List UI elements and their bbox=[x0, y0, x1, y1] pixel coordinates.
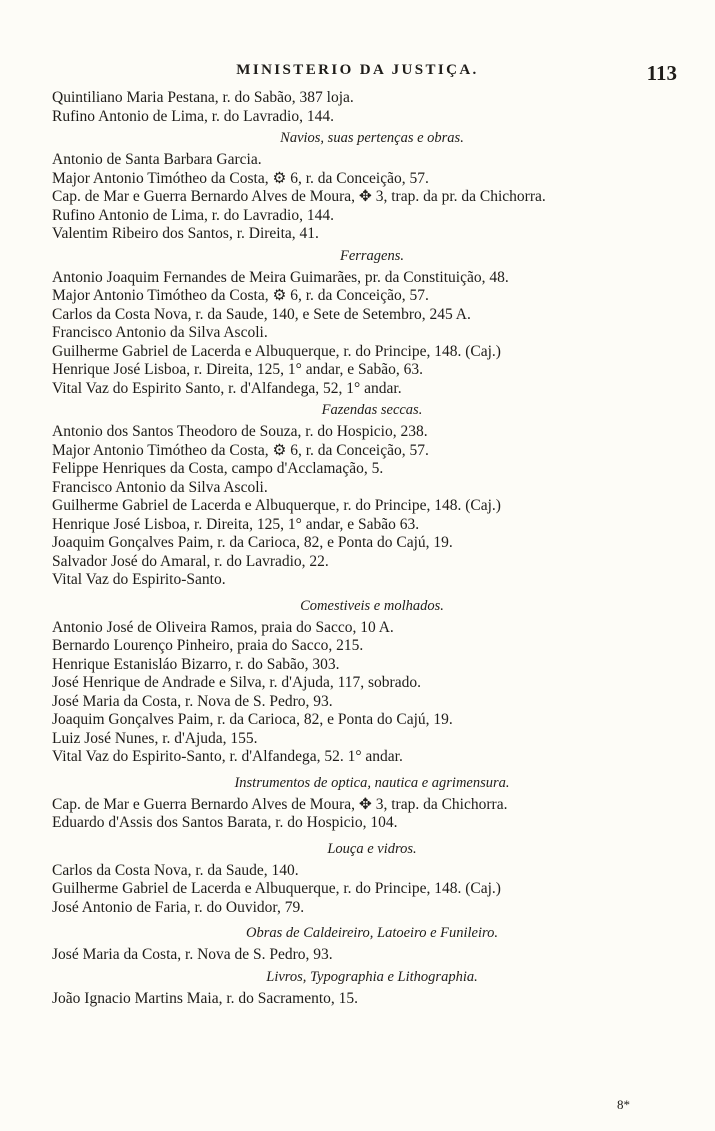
list-item: Vital Vaz do Espirito Santo, r. d'Alfandega, 52, 1° andar. bbox=[52, 379, 402, 397]
page-header bbox=[0, 62, 715, 86]
list-item: Vital Vaz do Espirito-Santo, r. d'Alfandega, 52. 1° andar. bbox=[52, 748, 403, 765]
list-item: Rufino Antonio de Lima, r. do Lavradio, 144. bbox=[52, 206, 334, 224]
section-heading: Comestiveis e molhados. bbox=[300, 597, 444, 614]
section-heading: Obras de Caldeireiro, Latoeiro e Funileiro. bbox=[246, 925, 498, 941]
list-item: Cap. de Mar e Guerra Bernardo Alves de Moura, ✥ 3, trap. da pr. da Chichorra. bbox=[52, 188, 546, 205]
section-ferragens bbox=[52, 247, 692, 399]
list-item: Henrique José Lisboa, r. Direita, 125, 1° andar, e Sabão, 63. bbox=[52, 361, 424, 378]
section-caldeireiro bbox=[52, 924, 692, 965]
list-item: Guilherme Gabriel de Lacerda e Albuquerque, r. do Principe, 148. (Caj.) bbox=[52, 497, 501, 514]
list-item: Guilherme Gabriel de Lacerda e Albuquerque, r. do Principe, 148. (Caj.) bbox=[52, 342, 501, 360]
list-item: Felippe Henriques da Costa, campo d'Acclamação, 5. bbox=[52, 460, 384, 477]
list-item: Salvador José do Amaral, r. do Lavradio, 22. bbox=[52, 552, 329, 570]
list-item: João Ignacio Martins Maia, r. do Sacramento, 15. bbox=[52, 989, 359, 1007]
list-item: Joaquim Gonçalves Paim, r. da Carioca, 82, e Ponta do Cajú, 19. bbox=[52, 534, 453, 551]
section-heading: Livros, Typographia e Lithographia. bbox=[266, 968, 478, 985]
list-item: Major Antonio Timótheo da Costa, ⚙ 6, r. da Conceição, 57. bbox=[52, 441, 429, 459]
section-livros bbox=[52, 968, 692, 1009]
list-item: Antonio de Santa Barbara Garcia. bbox=[52, 151, 262, 168]
list-item: Major Antonio Timótheo da Costa, ⚙ 6, r. da Conceição, 57. bbox=[52, 287, 429, 304]
section-heading: Navios, suas pertenças e obras. bbox=[280, 130, 464, 146]
list-item: Bernardo Lourenço Pinheiro, praia do Sacco, 215. bbox=[52, 637, 364, 654]
section-heading: Louça e vidros. bbox=[327, 840, 417, 857]
list-item: José Maria da Costa, r. Nova de S. Pedro, 93. bbox=[52, 946, 333, 963]
list-item: Francisco Antonio da Silva Ascoli. bbox=[52, 478, 268, 496]
section-navios bbox=[52, 129, 692, 244]
section-instrumentos bbox=[52, 774, 692, 833]
section-heading: Ferragens. bbox=[339, 247, 405, 264]
list-item: José Henrique de Andrade e Silva, r. d'Ajuda, 117, sobrado. bbox=[52, 674, 421, 691]
list-item: Valentim Ribeiro dos Santos, r. Direita, 41. bbox=[52, 225, 319, 242]
list-item: Antonio José de Oliveira Ramos, praia do Sacco, 10 A. bbox=[52, 618, 394, 636]
list-item: Antonio dos Santos Theodoro de Souza, r. do Hospicio, 238. bbox=[52, 423, 428, 440]
list-item: Carlos da Costa Nova, r. da Saude, 140, e Sete de Setembro, 245 A. bbox=[52, 305, 471, 323]
list-item: Guilherme Gabriel de Lacerda e Albuquerque, r. do Principe, 148. (Caj.) bbox=[52, 880, 501, 897]
list-item: Luiz José Nunes, r. d'Ajuda, 155. bbox=[52, 729, 258, 747]
list-item: Joaquim Gonçalves Paim, r. da Carioca, 82, e Ponta do Cajú, 19. bbox=[52, 711, 453, 728]
list-item: José Antonio de Faria, r. do Ouvidor, 79. bbox=[52, 898, 305, 916]
section-louca-vidros bbox=[52, 840, 692, 918]
list-item: Henrique José Lisboa, r. Direita, 125, 1° andar, e Sabão 63. bbox=[52, 515, 420, 533]
section-fazendas-seccas bbox=[52, 401, 692, 590]
list-item: Henrique Estanisláo Bizarro, r. do Sabão, 303. bbox=[52, 655, 340, 673]
list-item: Antonio Joaquim Fernandes de Meira Guimarães, pr. da Constituição, 48. bbox=[52, 268, 509, 286]
list-item: Francisco Antonio da Silva Ascoli. bbox=[52, 324, 268, 341]
list-item: Eduardo d'Assis dos Santos Barata, r. do Hospicio, 104. bbox=[52, 814, 398, 831]
section-heading: Instrumentos de optica, nautica e agrimensura. bbox=[234, 774, 510, 791]
signature-mark: 8* bbox=[617, 1097, 630, 1112]
running-title: MINISTERIO DA JUSTIÇA. bbox=[236, 62, 479, 78]
directory-listing bbox=[52, 89, 692, 1008]
list-item: Vital Vaz do Espirito-Santo. bbox=[52, 571, 226, 588]
section-heading: Fazendas seccas. bbox=[321, 402, 423, 418]
continued-entries bbox=[52, 89, 692, 126]
list-item: Carlos da Costa Nova, r. da Saude, 140. bbox=[52, 861, 299, 879]
list-item: Quintiliano Maria Pestana, r. do Sabão, 387 loja. bbox=[52, 89, 354, 106]
section-comestiveis bbox=[52, 597, 692, 767]
list-item: Major Antonio Timótheo da Costa, ⚙ 6, r. da Conceição, 57. bbox=[52, 169, 429, 187]
page-number: 113 bbox=[646, 61, 677, 85]
list-item: Cap. de Mar e Guerra Bernardo Alves de Moura, ✥ 3, trap. da Chichorra. bbox=[52, 795, 508, 813]
list-item: José Maria da Costa, r. Nova de S. Pedro, 93. bbox=[52, 692, 333, 710]
list-item: Rufino Antonio de Lima, r. do Lavradio, 144. bbox=[52, 107, 334, 125]
